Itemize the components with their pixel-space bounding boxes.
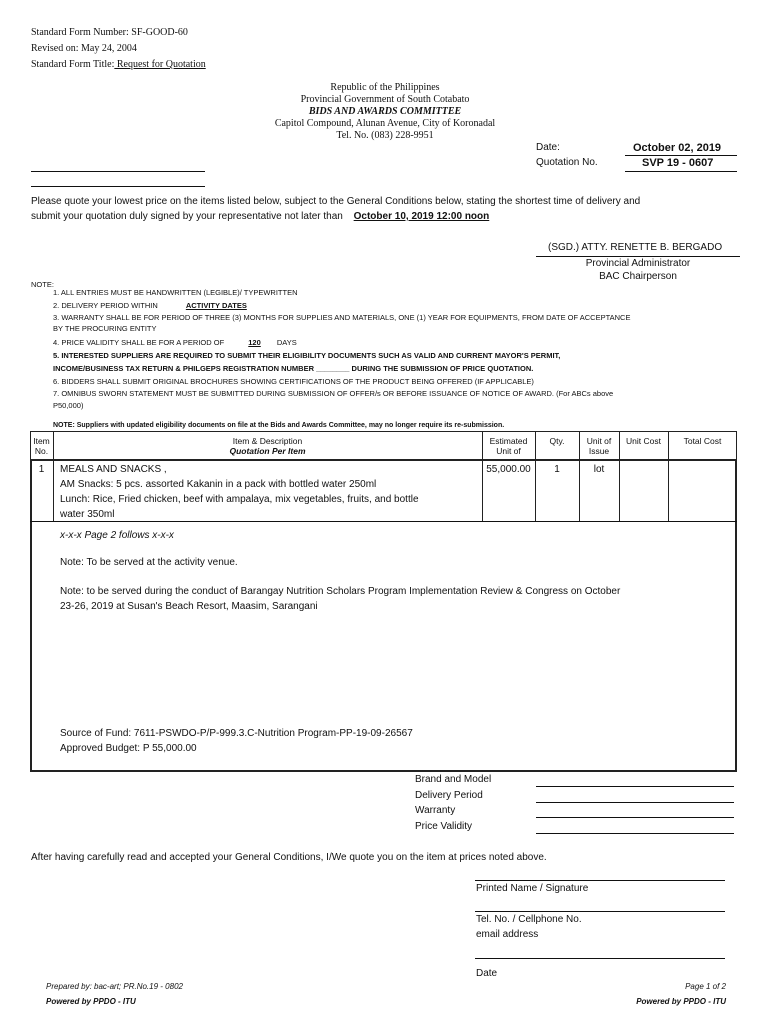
note-label: NOTE: [31, 280, 54, 289]
form-revised: Revised on: May 24, 2004 [31, 43, 137, 54]
note-2 [53, 301, 247, 311]
note-3a: 3. WARRANTY SHALL BE FOR PERIOD OF THREE (3) MONTHS FOR SUPPLIES AND MATERIALS, ONE (1) YEAR FOR EQUIPMENTS, FROM DATE OF ACCEPTANCE [53, 313, 631, 322]
printed-name-line[interactable] [475, 880, 725, 881]
tel-line[interactable] [475, 911, 725, 912]
date-value: October 02, 2019 [633, 142, 722, 154]
note-5b: INCOME/BUSINESS TAX RETURN & PHILGEPS REGISTRATION NUMBER ________ DURING THE SUBMISSION OF PRICE QUOTATION. [53, 364, 534, 373]
agency-line-4: Capitol Compound, Alunan Avenue, City of Koronadal [274, 118, 496, 129]
row-description-line-3: Lunch: Rice, Fried chicken, beef with ampalaya, mix vegetables, fruits, and bottle [60, 494, 419, 505]
note-4-label: 4. PRICE VALIDITY SHALL BE FOR A PERIOD OF [53, 338, 225, 347]
printed-name-label: Printed Name / Signature [476, 883, 589, 894]
intro-line-2 [31, 211, 489, 222]
header-unit [579, 436, 619, 456]
note-2-value: ACTIVITY DATES [185, 301, 247, 310]
note-2-label: 2. DELIVERY PERIOD WITHIN [53, 301, 158, 310]
supplier-name-line [31, 171, 205, 172]
supplier-address-line [31, 186, 205, 187]
header-item-line-1: Item [33, 436, 50, 446]
approved-budget: Approved Budget: P 55,000.00 [60, 743, 197, 754]
date-sign-line[interactable] [475, 958, 725, 959]
acceptance-statement: After having carefully read and accepted your General Conditions, I/We quote you on the item at prices noted above. [31, 852, 547, 863]
header-unit-line-2: Issue [588, 446, 610, 456]
tel-label: Tel. No. / Cellphone No. [476, 914, 582, 925]
brand-model-label: Brand and Model [415, 774, 492, 785]
deadline: October 10, 2019 12:00 noon [353, 211, 490, 222]
date-underline [625, 155, 737, 156]
detail-note-2-line-1: Note: to be served during the conduct of Barangay Nutrition Scholars Program Implementation Review & Congress on October [60, 586, 621, 597]
signatory-title-1: Provincial Administrator [585, 258, 691, 269]
price-validity-label: Price Validity [415, 821, 473, 832]
intro-line-2-text: submit your quotation duly signed by your representative not later than [31, 211, 343, 222]
form-number: Standard Form Number: SF-GOOD-60 [31, 27, 188, 38]
note-4-suffix: DAYS [276, 338, 297, 347]
header-estimated [482, 436, 535, 456]
warranty-label: Warranty [415, 805, 456, 816]
eligibility-note: NOTE: Suppliers with updated eligibility documents on file at the Bids and Awards Committee, may no longer require its re-submission. [53, 422, 505, 429]
quotation-label: Quotation No. [536, 157, 598, 168]
signatory-line [536, 256, 740, 257]
note-6: 6. BIDDERS SHALL SUBMIT ORIGINAL BROCHURES SHOWING CERTIFICATIONS OF THE PRODUCT BEING OFFERED (IF APPLICABLE) [53, 377, 534, 386]
brand-model-field[interactable] [536, 786, 734, 787]
warranty-field[interactable] [536, 817, 734, 818]
delivery-period-field[interactable] [536, 802, 734, 803]
source-of-fund: Source of Fund: 7611-PSWDO-P/P-999.3.C-Nutrition Program-PP-19-09-26567 [60, 728, 413, 739]
header-unit-line-1: Unit of [586, 436, 612, 446]
header-qty: Qty. [549, 436, 565, 446]
header-estimated-line-2: Unit of [496, 446, 521, 456]
header-item-line-2: No. [34, 446, 49, 456]
header-description-line-2: Quotation Per Item [229, 446, 306, 456]
row-description-line-1: MEALS AND SNACKS , [60, 464, 167, 475]
agency-line-3: BIDS AND AWARDS COMMITTEE [308, 106, 462, 117]
powered-by-left: Powered by PPDO - ITU [46, 997, 136, 1006]
signatory-name: (SGD.) ATTY. RENETTE B. BERGADO [548, 242, 723, 253]
header-item [30, 436, 53, 456]
row-description-line-2: AM Snacks: 5 pcs. assorted Kakanin in a pack with bottled water 250ml [60, 479, 377, 490]
note-4-value: 120 [248, 338, 261, 347]
row-estimated: 55,000.00 [486, 464, 531, 475]
delivery-period-label: Delivery Period [415, 790, 483, 801]
header-estimated-line-1: Estimated [489, 436, 528, 446]
header-total-cost: Total Cost [683, 436, 722, 446]
email-label: email address [476, 929, 539, 940]
detail-note-1: Note: To be served at the activity venue. [60, 557, 238, 568]
header-description-line-1: Item & Description [232, 436, 303, 446]
page-number: Page 1 of 2 [685, 982, 726, 991]
page-follows: x-x-x Page 2 follows x-x-x [60, 530, 174, 541]
form-title-value: Request for Quotation [114, 59, 206, 70]
note-5a: 5. INTERESTED SUPPLIERS ARE REQUIRED TO SUBMIT THEIR ELIGIBILITY DOCUMENTS SUCH AS VALID AND CURRENT MAYOR'S PERMIT, [53, 351, 561, 360]
date-sign-label: Date [476, 968, 498, 979]
detail-note-2 [60, 584, 730, 614]
note-4 [53, 338, 297, 348]
row-unit: lot [593, 464, 605, 475]
powered-by-right: Powered by PPDO - ITU [636, 997, 726, 1006]
price-validity-field[interactable] [536, 833, 734, 834]
agency-header [0, 82, 770, 142]
prepared-by: Prepared by: bac-art; PR.No.19 - 0802 [46, 982, 183, 991]
date-label: Date: [536, 142, 560, 153]
agency-line-5: Tel. No. (083) 228-9951 [336, 130, 434, 141]
row-qty: 1 [554, 464, 560, 475]
agency-line-2: Provincial Government of South Cotabato [300, 94, 470, 105]
quotation-underline [625, 171, 737, 172]
quotation-value: SVP 19 - 0607 [642, 157, 714, 169]
row-description-line-4: water 350ml [60, 509, 115, 520]
note-7b: P50,000) [53, 401, 84, 410]
row-description [60, 462, 480, 522]
detail-note-2-line-2: 23-26, 2019 at Susan's Beach Resort, Maasim, Sarangani [60, 601, 318, 612]
note-7a: 7. OMNIBUS SWORN STATEMENT MUST BE SUBMITTED DURING SUBMISSION OF OFFER/s OR BEFORE ISSUANCE OF NOTICE OF AWARD. (For ABCs above [53, 389, 614, 398]
header-unit-cost: Unit Cost [626, 436, 661, 446]
signatory-title-2: BAC Chairperson [599, 271, 677, 282]
note-1: 1. ALL ENTRIES MUST BE HANDWRITTEN (LEGIBLE)/ TYPEWRITTEN [53, 288, 298, 297]
form-title [31, 59, 206, 70]
row-item-no: 1 [38, 464, 45, 475]
intro-line-1: Please quote your lowest price on the items listed below, subject to the General Conditions below, stating the shortest time of delivery and [31, 196, 641, 207]
agency-line-1: Republic of the Philippines [330, 82, 440, 93]
form-title-label: Standard Form Title: [31, 59, 115, 70]
header-description [53, 436, 482, 456]
note-3b: BY THE PROCURING ENTITY [53, 324, 157, 333]
table-row-divider [53, 459, 54, 521]
